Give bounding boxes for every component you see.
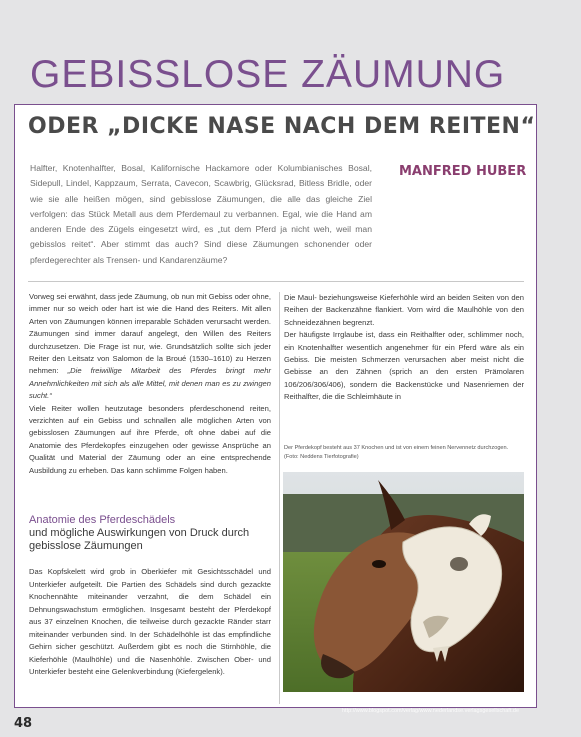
body-paragraph: Der häufigste Irrglaube ist, dass ein Reithalfter oder, schlimmer noch, ein Knotenhalfter wesentlich angenehmer für ein Pferd wäre als ein Gebiss. Die meisten Schmerzen verursachen aber meist nicht die Gebisse an den Zähnen (sprich an den ersten Prämolaren 106/206/306/406), sondern die Backenstücke und Nasenriemen der Reithalfter, die die Schleimhäute in [284, 330, 524, 402]
intro-paragraph: Halfter, Knotenhalfter, Bosal, Kalifornische Hackamore oder Kolumbianisches Bosal, Sidepull, Lindel, Kappzaum, Serrata, Cavecon, Scawbrig, Glücksrad, Bitless Bridle, oder wie sie alle heißen mögen, sind gebisslose Zäumungen, die alle das gleiche Ziel verfolgen: das Stück Metall aus dem Pferdemaul zu verbannen. Egal, wie die Hand am anderen Ende des Zügels eingesetzt wird, es „tut dem Pferd ja nicht weh, weil man gebisslos reitet“. Aber stimmt das auch? Sind diese Zäumungen schonender oder pferdegerechter als Trensen- und Kandarenzäume? [30, 163, 372, 265]
body-column-left-lower: Das Kopfskelett wird grob in Oberkiefer mit Gesichtsschädel und Unterkiefer aufgeteilt. Die Partien des Schädels sind durch gezackte Knochennähte miteinander verzahnt, die dem Schädel ein Dehnungswachstum ermöglichen. Insgesamt besteht der Pferdekopf aus 37 einzelnen Knochen, die teilweise durch gezackte Ränder starr miteinander verbunden sind. In der Schädelhöhle ist das empfindliche Gehirn sicher geschützt. Außerdem gibt es noch die Stirnhöhle, die Kieferhöhle (Maulhöhle) und die Nasenhöhle. Zwischen Ober- und Unterkiefer besteht eine Gelenkverbindung (Kiefergelenk). [29, 567, 271, 676]
body-paragraph: Viele Reiter wollen heutzutage besonders pferdeschonend reiten, verzichten auf ein Gebiss und schnallen alle möglichen Arten von gebisslosen Zäumungen auf ihre Pferde, oft ohne dabei auf die Anatomie des Pferdekopfes einzugehen oder gewisse Ansprüche an Qualität und Material der Zäumung oder an eine entsprechende Ausbildung zu erheben. Das kann schlimme Folgen haben. [29, 403, 271, 475]
body-text: Vorweg sei erwähnt, dass jede Zäumung, ob nun mit Gebiss oder ohne, immer nur so weich oder hart ist wie die Hand des Reiters. Mit allen Arten von Zäumungen können irreparable Schäden verursacht werden. Zäumungen sind immer darauf angelegt, den Willen des Reiters durchzusetzen. Die Frage ist nur, wie. Grundsätzlich sollte sich jeder Reiter den Leitsatz von Salomon de la Broué (1530–1610) zu Herzen nehmen: [29, 292, 271, 376]
main-title: GEBISSLOSE ZÄUMUNG [30, 53, 506, 96]
body-paragraph [29, 291, 271, 403]
section-heading-line1: Anatomie des Pferdeschädels [29, 514, 176, 526]
author-name: MANFRED HUBER [399, 164, 527, 179]
body-paragraph: Die Maul- beziehungsweise Kieferhöhle wird an beiden Seiten von den Reihen der Backenzähne flankiert. Vorn wird die Maulhöhle von den Schneidezähnen begrenzt. [284, 293, 524, 327]
intro-divider [28, 281, 524, 282]
watermark-text: http://www.blogspot.com/verlag/www.nederlandse.verlagsgesellschaft.de [342, 708, 520, 714]
section-heading [29, 514, 275, 553]
photo-caption: Der Pferdekopf besteht aus 37 Knochen und ist von einem feinen Nervennetz durchzogen. (Foto: Neddens Tierfotografie) [284, 445, 509, 460]
article-subtitle: ODER „DICKE NASE NACH DEM REITEN“ [28, 114, 536, 139]
body-column-left [29, 291, 271, 477]
horse-skull-photo [283, 472, 524, 692]
quote-text: „Die freiwillige Mitarbeit des Pferdes bringt mehr Annehmlichkeiten mit sich als alle Mittel, mit denen man es zu zwingen sucht.“ [29, 366, 271, 401]
section-heading-line2: und mögliche Auswirkungen von Druck durch gebisslose Zäumungen [29, 527, 250, 552]
body-column-right [284, 292, 524, 404]
page-number: 48 [14, 716, 33, 731]
column-separator [279, 292, 280, 704]
